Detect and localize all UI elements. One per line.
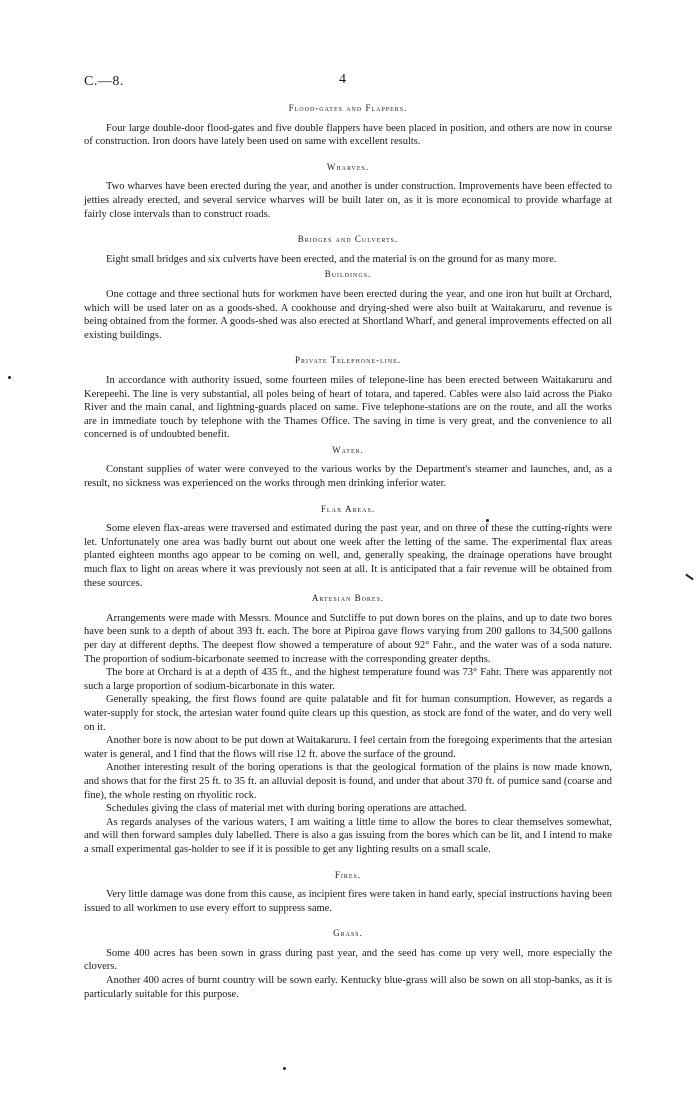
paragraph: As regards analyses of the various waters, I am waiting a little time to allow the bores to clear themselves somewhat, and will then forward samples duly labelled. There is also a gas issuing from the bores which can be lit, and I intend to make a small experimental gas-holder to see if it is possible to get any lighting results on a small scale. xyxy=(84,816,612,855)
section-artesian-bores xyxy=(84,592,612,856)
paragraph: Some eleven flax-areas were traversed and estimated during the past year, and on three of these the cutting-rights were let. Unfortunately one area was badly burnt out about one week after the letting of the same. The experimental flax areas planted eighteen months ago appear to be coming on well, and, generally speaking, the drainage operations have brought much flax to light on areas where it was previously not seen at all. It is anticipated that a fair revenue will be obtained from these sources. xyxy=(84,523,612,589)
paragraph: One cottage and three sectional huts for workmen have been erected during the year, and one iron hut built at Orchard, which will be used later on as a goods-shed. A cookhouse and drying-shed were also built at Waitakaruru, and revenue is being obtained from the former. A goods-shed was also erected at Shortland Wharf, and general improvements effected on all existing buildings. xyxy=(84,288,612,341)
paragraph: Schedules giving the class of material met with during boring operations are attached. xyxy=(106,803,467,815)
scan-speck xyxy=(8,376,11,379)
section-heading: Wharves. xyxy=(326,161,370,172)
section-flax-areas xyxy=(84,503,612,591)
scan-speck xyxy=(283,1067,286,1070)
paragraph: Another bore is now about to be put down at Waitakaruru. I feel certain from the foregoing experiments that the artesian water is general, and I find that the flows will rise 12 ft. above the surface of the ground. xyxy=(84,735,612,760)
section-heading: Grass. xyxy=(333,928,363,939)
page-number: 4 xyxy=(339,72,346,87)
paragraph: Arrangements were made with Messrs. Mounce and Sutcliffe to put down bores on the plains, and up to date two bores have been sunk to a depth of about 393 ft. each. The bore at Pipiroa gave flows varying from 200 gallons to 34,500 gallons per day at different depths. The deepest flow showed a temperature of about 92° Fahr., and the water was of a soda nature. The proportion of sodium-bicarbonate seemed to increase with the corresponding greater depths. xyxy=(84,612,612,665)
paragraph: In accordance with authority issued, some fourteen miles of telepone-line has been erected between Waitakaruru and Kerepeehi. The line is very substantial, all poles being of heart of totara, and tapered. Cables were also laid across the Piako River and the main canal, and lightning-guards placed on same. Five telephone-stations are on the route, and all the works are in immediate touch by telephone with the Thames Office. The saving in time is very great, and the convenience to all concerned is of undoubted benefit. xyxy=(84,374,612,441)
section-flood-gates xyxy=(84,102,612,149)
section-heading: Bridges and Culverts. xyxy=(297,234,399,245)
paragraph: The bore at Orchard is at a depth of 435 ft., and the highest temperature found was 73° Fahr. There was apparently not such a large proportion of sodium-bicarbonate in this water. xyxy=(84,667,612,692)
section-buildings xyxy=(84,268,612,342)
section-heading: Buildings. xyxy=(324,269,372,280)
paragraph: Very little damage was done from this cause, as incipient fires were taken in hand early, special instructions having been issued to all workmen to use every effort to suppress same. xyxy=(84,889,612,914)
section-water xyxy=(84,444,612,491)
section-grass xyxy=(84,927,612,1001)
paragraph: Another 400 acres of burnt country will be sown early. Kentucky blue-grass will also be sown on all stop-banks, as it is particularly suitable for this purpose. xyxy=(84,975,612,1000)
report-body xyxy=(84,100,612,1001)
section-bridges-culverts xyxy=(84,233,612,266)
paragraph: Some 400 acres has been sown in grass during past year, and the seed has come up very well, more especially the clovers. xyxy=(84,947,612,973)
paragraph: Generally speaking, the first flows found are quite palatable and fit for human consumption. However, as regards a water-supply for stock, the artesian water found quite clears up this question, as stock are fond of the water, and do very well on it. xyxy=(84,694,612,733)
section-telephone-line xyxy=(84,354,612,442)
report-reference: C.—8. xyxy=(84,74,124,89)
section-heading: Private Telephone-line. xyxy=(294,355,402,366)
section-heading: Fires. xyxy=(334,869,362,880)
paragraph: Eight small bridges and six culverts have been erected, and the material is on the ground for as many more. xyxy=(106,253,557,265)
section-heading: Flood-gates and Flappers. xyxy=(288,103,408,113)
paragraph: Four large double-door flood-gates and five double flappers have been placed in position, and others are now in course of construction. Iron doors have lately been used on same with excellent results. xyxy=(84,122,612,148)
paragraph: Another interesting result of the boring operations is that the geological formation of the plains is now made known, and shows that for the first 25 ft. to 35 ft. an alluvial deposit is found, and under that about 370 ft. of pumice sand (coarse and fine), the whole resting on rhyolitic rock. xyxy=(84,762,612,801)
scan-speck xyxy=(486,519,489,522)
paragraph: Two wharves have been erected during the year, and another is under construction. Improvements have been effected to jetties already erected, and several service wharves will be built later on, as it is more economical to provide wharfage at fairly close intervals than to construct roads. xyxy=(84,181,612,220)
section-heading: Flax Areas. xyxy=(320,503,376,514)
scan-speck xyxy=(685,574,694,581)
section-heading: Water. xyxy=(332,444,364,455)
paragraph: Constant supplies of water were conveyed to the various works by the Department's steamer and launches, and, as a result, no sickness was experienced on the works through men drinking inferior water. xyxy=(84,464,612,490)
section-wharves xyxy=(84,161,612,221)
section-fires xyxy=(84,869,612,916)
section-heading: Artesian Bores. xyxy=(311,593,385,604)
